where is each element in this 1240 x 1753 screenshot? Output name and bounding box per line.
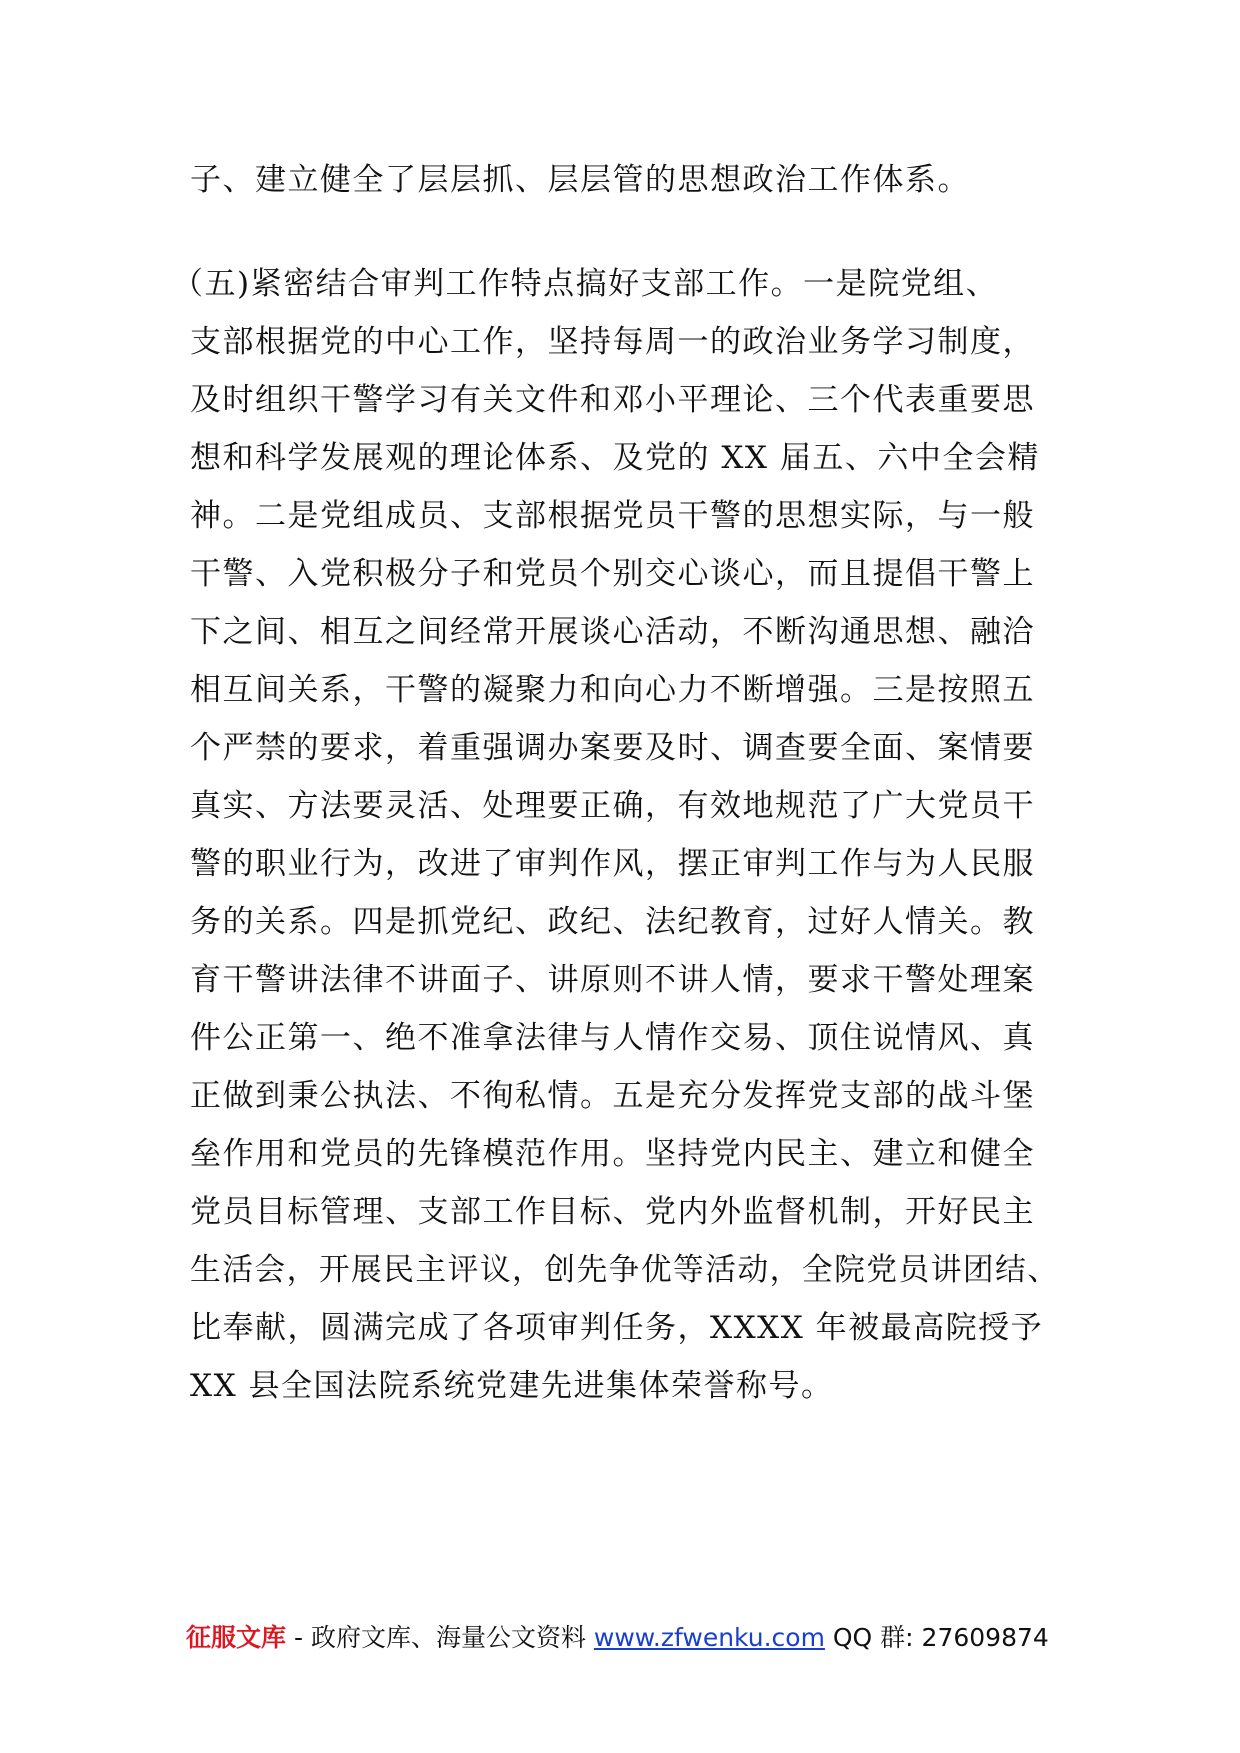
paragraph-line: 生活会，开展民主评议，创先争优等活动，全院党员讲团结、 (190, 1252, 1060, 1288)
paragraph-line: 警的职业行为，改进了审判作风，摆正审判工作与为人民服 (190, 846, 1035, 882)
paragraph-line: XX 县全国法院系统党建先进集体荣誉称号。 (190, 1368, 834, 1404)
paragraph-line: 比奉献，圆满完成了各项审判任务，XXXX 年被最高院授予 (190, 1310, 1044, 1346)
paragraph-line: 支部根据党的中心工作，坚持每周一的政治业务学习制度， (190, 324, 1035, 360)
footer-qq-group: QQ 群: 27609874 (824, 1623, 1049, 1652)
paragraph-line: 个严禁的要求，着重强调办案要及时、调查要全面、案情要 (190, 730, 1035, 766)
footer-tagline: 政府文库、海量公文资料 (310, 1623, 594, 1652)
paragraph-line: 件公正第一、绝不准拿法律与人情作交易、顶住说情风、真 (190, 1020, 1035, 1056)
paragraph-line: 相互间关系，干警的凝聚力和向心力不断增强。三是按照五 (190, 672, 1035, 708)
footer-banner (186, 1618, 1066, 1658)
footer-separator: - (286, 1623, 311, 1652)
paragraph-line: 真实、方法要灵活、处理要正确，有效地规范了广大党员干 (190, 788, 1035, 824)
paragraph-line: 及时组织干警学习有关文件和邓小平理论、三个代表重要思 (190, 382, 1035, 418)
paragraph-line: 垒作用和党员的先锋模范作用。坚持党内民主、建立和健全 (190, 1136, 1035, 1172)
paragraph-line: 党员目标管理、支部工作目标、党内外监督机制，开好民主 (190, 1194, 1035, 1230)
footer-website-link[interactable]: www.zfwenku.com (593, 1623, 825, 1652)
paragraph-line: 干警、入党积极分子和党员个别交心谈心，而且提倡干警上 (190, 556, 1035, 592)
paragraph-line: 子、建立健全了层层抓、层层管的思想政治工作体系。 (190, 162, 970, 198)
paragraph-line: 神。二是党组成员、支部根据党员干警的思想实际，与一般 (190, 498, 1035, 534)
paragraph-line: 下之间、相互之间经常开展谈心活动，不断沟通思想、融洽 (190, 614, 1035, 650)
paragraph-line: 务的关系。四是抓党纪、政纪、法纪教育，过好人情关。教 (190, 904, 1035, 940)
section-heading-line: （五)紧密结合审判工作特点搞好支部工作。一是院党组、 (172, 266, 999, 302)
footer-brand: 征服文库 (186, 1623, 287, 1652)
paragraph-line: 想和科学发展观的理论体系、及党的 XX 届五、六中全会精 (190, 440, 1040, 476)
paragraph-line: 育干警讲法律不讲面子、讲原则不讲人情，要求干警处理案 (190, 962, 1035, 998)
paragraph-line: 正做到秉公执法、不徇私情。五是充分发挥党支部的战斗堡 (190, 1078, 1035, 1114)
